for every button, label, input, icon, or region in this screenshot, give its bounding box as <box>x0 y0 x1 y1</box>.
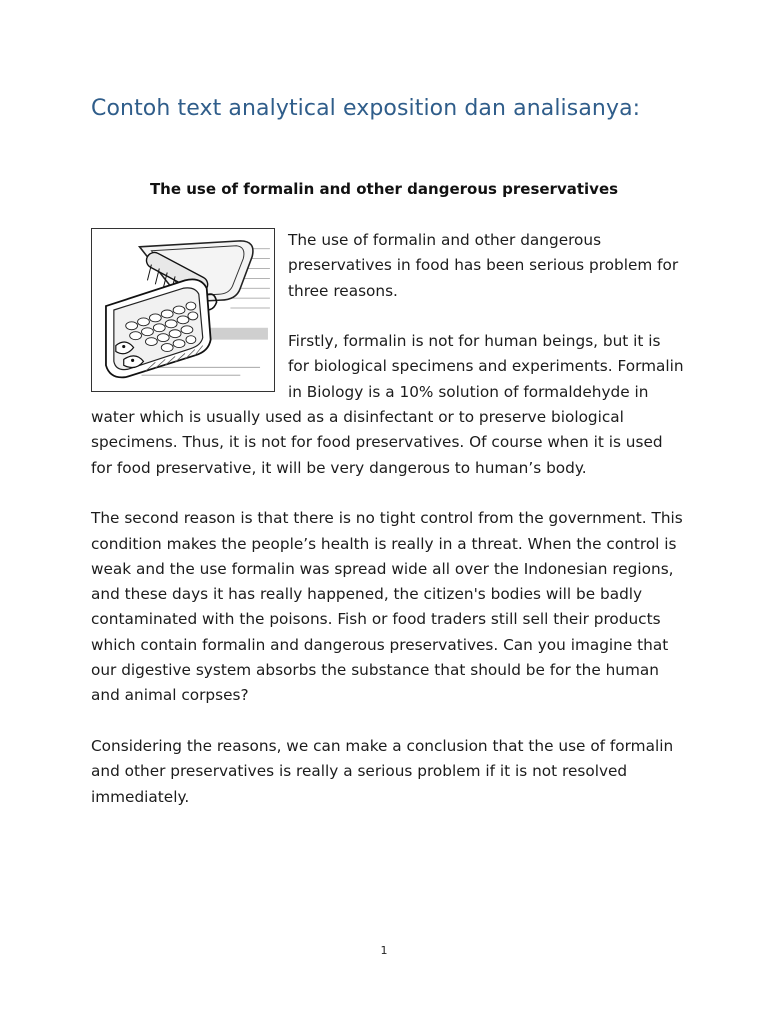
paragraph-second-reason: The second reason is that there is no tight control from the government. This condition makes the people’s health is really in a threat. When the control is weak and the use formalin was spread wide all over the Indonesian regions, and these days it has really happened, the citizen's bodies will be badly contaminated with the poisons. Fish or food traders still sell their products which contain formalin and dangerous preservatives. Can you imagine that our digestive system absorbs the substance that should be for the human and animal corpses? <box>91 509 683 705</box>
sardine-can-icon <box>92 229 274 391</box>
document-subtitle: The use of formalin and other dangerous preservatives <box>149 180 619 198</box>
paragraph-intro: The use of formalin and other dangerous preservatives in food has been serious problem for three reasons. <box>288 231 679 300</box>
sardine-can-illustration <box>91 228 275 392</box>
paragraph-first-reason: Firstly, formalin is not for human beings, but it is for biological specimens and experiments. Formalin in Biology is a 10% solution of formaldehyde in water which is usually used as a disinfectant or to preserve biological specimens. Thus, it is not for food preservatives. Of course when it is used for food preservative, it will be very dangerous to human’s body. <box>91 332 684 477</box>
document-title: Contoh text analytical exposition dan analisanya: <box>91 96 641 121</box>
paragraph-conclusion: Considering the reasons, we can make a conclusion that the use of formalin and other preservatives is really a serious problem if it is not resolved immediately. <box>91 736 674 806</box>
page-number: 1 <box>380 944 388 957</box>
body-text <box>91 228 686 835</box>
